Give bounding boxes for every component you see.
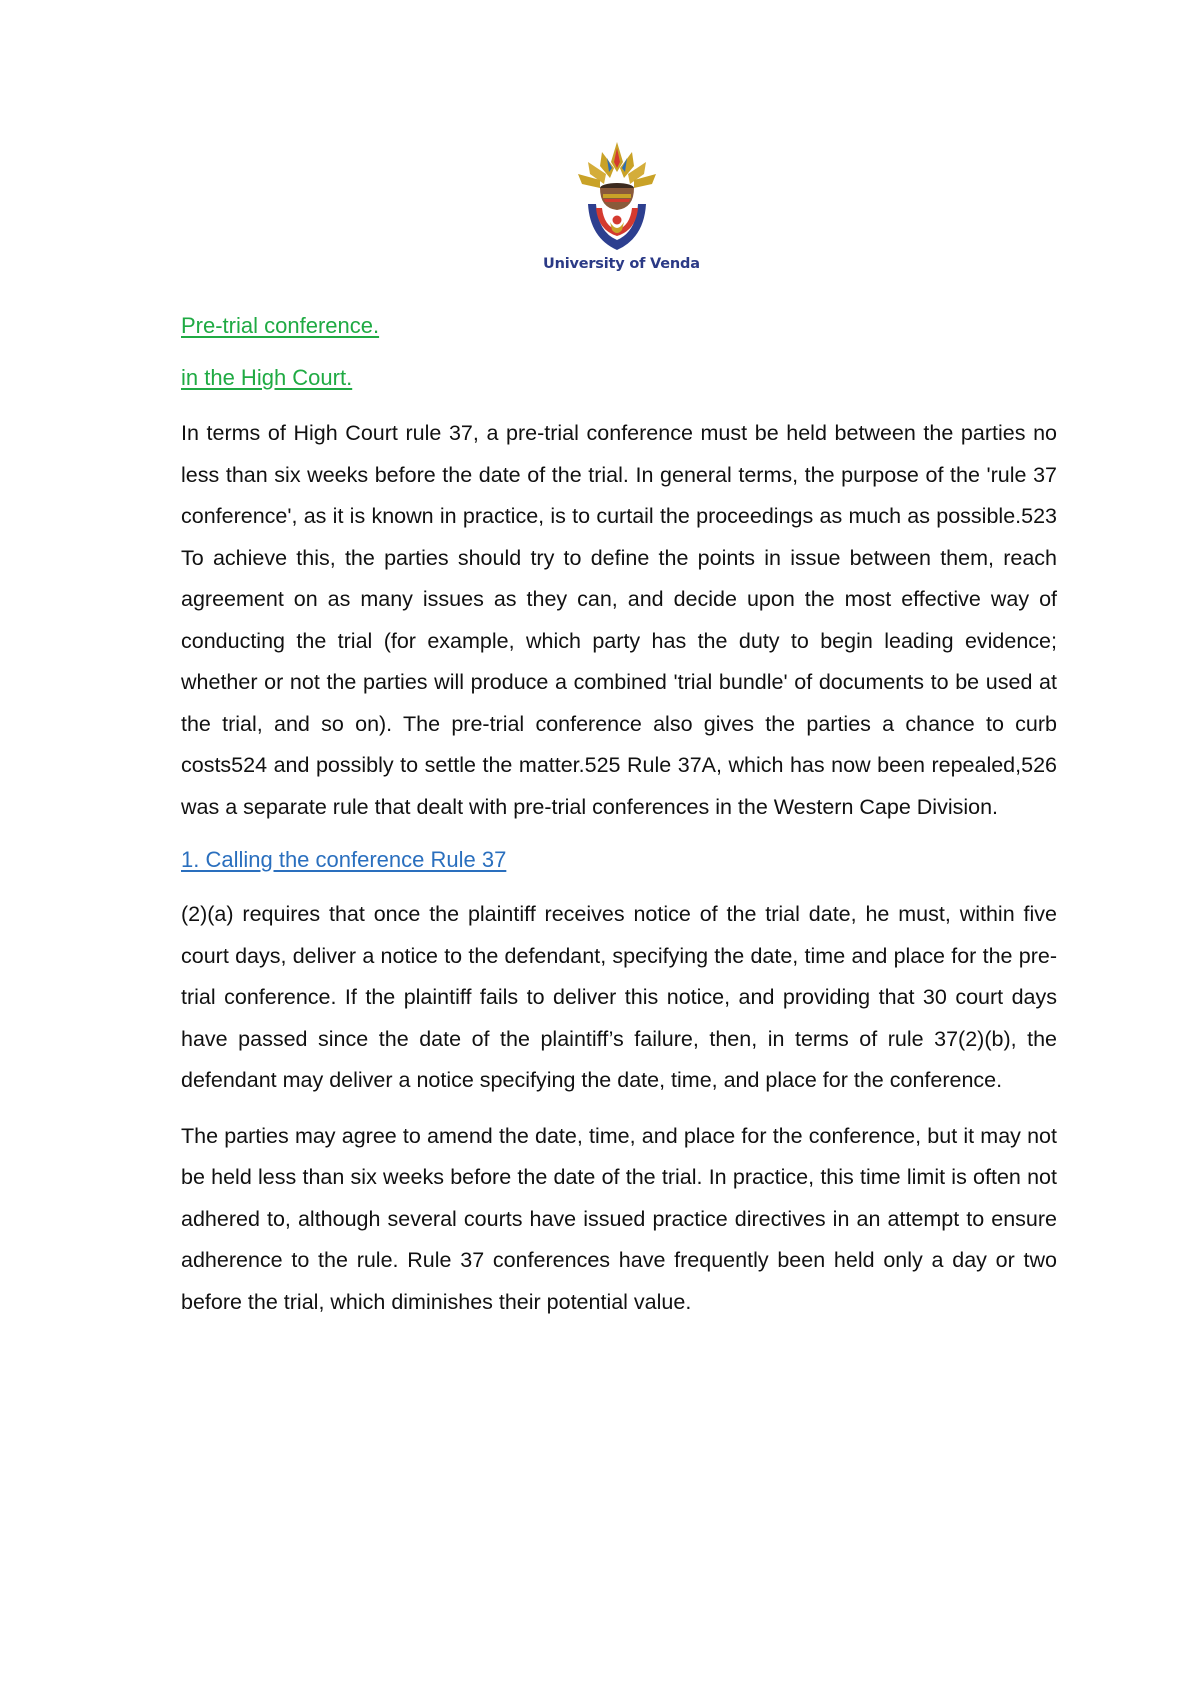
- paragraph-rule-37-2a: (2)(a) requires that once the plaintiff receives notice of the trial date, he must, within five court days, deliver a notice to the defendant, specifying the date, time and place for the pre-trial conference. If the plaintiff fails to deliver this notice, and providing that 30 court days have passed since the date of the plaintiff’s failure, then, in terms of rule 37(2)(b), the defendant may deliver a notice specifying the date, time, and place for the conference.: [181, 902, 1057, 1092]
- document-content: [181, 306, 1057, 1323]
- university-logo-text: University of Venda: [543, 256, 700, 272]
- university-logo: [543, 138, 700, 288]
- heading-pretrial-conference: Pre-trial conference.: [181, 313, 380, 338]
- paragraph-amend-date: The parties may agree to amend the date, time, and place for the conference, but it may not be held less than six weeks before the date of the trial. In practice, this time limit is often not adhered to, although several courts have issued practice directives in an attempt to ensure adherence to the rule. Rule 37 conferences have frequently been held only a day or two before the trial, which diminishes their potential value.: [181, 1123, 1057, 1314]
- university-crest-icon: [574, 138, 660, 254]
- heading-calling-conference: 1. Calling the conference Rule 37: [181, 847, 507, 872]
- heading-high-court: in the High Court.: [181, 365, 353, 390]
- paragraph-rule-37-intro: In terms of High Court rule 37, a pre-trial conference must be held between the parties no less than six weeks before the date of the trial. In general terms, the purpose of the 'rule 37 conference', as it is known in practice, is to curtail the proceedings as much as possible.523 To achieve this, the parties should try to define the points in issue between them, reach agreement on as many issues as they can, and decide upon the most effective way of conducting the trial (for example, which party has the duty to begin leading evidence; whether or not the parties will produce a combined 'trial bundle' of documents to be used at the trial, and so on). The pre-trial conference also gives the parties a chance to curb costs524 and possibly to settle the matter.525 Rule 37A, which has now been repealed,526 was a separate rule that dealt with pre-trial conferences in the Western Cape Division.: [181, 421, 1057, 819]
